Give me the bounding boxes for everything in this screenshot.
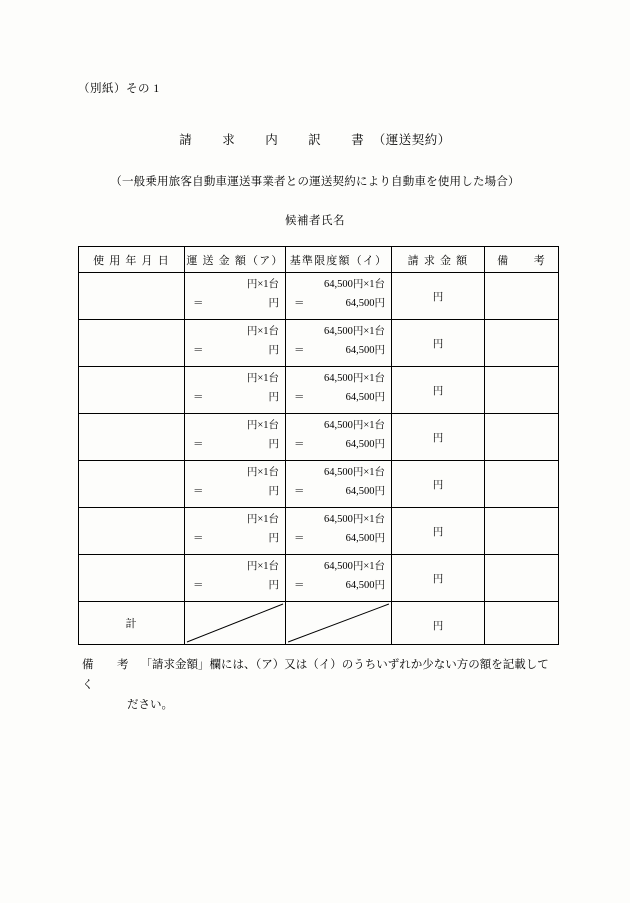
fare-line1: 円×1台 (246, 373, 279, 384)
page-title-main: 請 求 内 訳 書 (179, 133, 373, 147)
fare-equals: ＝ (193, 392, 204, 403)
column-header-date: 使 用 年 月 日 (79, 247, 185, 273)
cell-limit (286, 367, 392, 414)
cell-fare[interactable] (185, 555, 286, 602)
fare-cell-content (185, 320, 285, 366)
cell-date[interactable] (79, 273, 185, 320)
limit-line2: 64,500円 (345, 345, 385, 356)
limit-line2: 64,500円 (345, 580, 385, 591)
cell-date[interactable] (79, 320, 185, 367)
cell-date[interactable] (79, 508, 185, 555)
limit-line1: 64,500円×1台 (323, 561, 385, 572)
cell-note[interactable] (485, 320, 559, 367)
claim-yen: 円 (432, 339, 444, 350)
limit-equals: ＝ (294, 392, 305, 403)
limit-line1: 64,500円×1台 (323, 279, 385, 290)
claim-yen: 円 (432, 433, 444, 444)
cell-claim[interactable] (392, 555, 485, 602)
cell-date[interactable] (79, 555, 185, 602)
cell-claim[interactable] (392, 414, 485, 461)
claim-cell-content (392, 414, 484, 460)
claim-cell-content (392, 461, 484, 507)
fare-equals: ＝ (193, 439, 204, 450)
fare-equals: ＝ (193, 345, 204, 356)
page-title (0, 130, 630, 148)
page-title-suffix: （運送契約） (372, 133, 451, 147)
limit-line2: 64,500円 (345, 298, 385, 309)
total-label: 計 (125, 618, 138, 630)
total-label-cell (79, 602, 185, 645)
column-header-claim: 請 求 金 額 (392, 247, 485, 273)
fare-line2: 円 (268, 580, 279, 591)
limit-line2: 64,500円 (345, 533, 385, 544)
limit-line2: 64,500円 (345, 392, 385, 403)
table-row (79, 367, 559, 414)
column-header-limit: 基準限度額（イ） (286, 247, 392, 273)
fare-line1: 円×1台 (246, 561, 279, 572)
page-subtitle: （一般乗用旅客自動車運送事業者との運送契約により自動車を使用した場合） (110, 176, 520, 188)
table-row (79, 273, 559, 320)
fare-cell-content (185, 273, 285, 319)
fare-equals: ＝ (193, 486, 204, 497)
fare-cell-content (185, 367, 285, 413)
diagonal-strike-fare (185, 602, 285, 644)
limit-equals: ＝ (294, 533, 305, 544)
cell-fare[interactable] (185, 273, 286, 320)
diagonal-strike-limit (286, 602, 391, 644)
limit-cell-content (286, 508, 391, 554)
claim-yen: 円 (432, 292, 444, 303)
cell-fare[interactable] (185, 367, 286, 414)
footnote-label: 備 考 (82, 659, 135, 671)
limit-cell-content (286, 414, 391, 460)
claim-yen: 円 (432, 574, 444, 585)
fare-equals: ＝ (193, 580, 204, 591)
limit-equals: ＝ (294, 486, 305, 497)
cell-note[interactable] (485, 273, 559, 320)
claim-cell-content (392, 320, 484, 366)
cell-fare[interactable] (185, 508, 286, 555)
footnote-line2: ださい。 (127, 699, 173, 712)
fare-line1: 円×1台 (246, 514, 279, 525)
fare-line2: 円 (268, 439, 279, 450)
cell-note[interactable] (485, 508, 559, 555)
total-claim-content (392, 602, 484, 644)
cell-claim[interactable] (392, 508, 485, 555)
limit-cell-content (286, 273, 391, 319)
cell-fare[interactable] (185, 414, 286, 461)
limit-cell-content (286, 461, 391, 507)
limit-line2: 64,500円 (345, 486, 385, 497)
fare-line2: 円 (268, 392, 279, 403)
cell-note[interactable] (485, 414, 559, 461)
total-claim-cell[interactable] (392, 602, 485, 645)
limit-line1: 64,500円×1台 (323, 373, 385, 384)
cell-claim[interactable] (392, 320, 485, 367)
table-row (79, 461, 559, 508)
column-header-fare: 運 送 金 額（ア） (185, 247, 286, 273)
cell-limit (286, 320, 392, 367)
fare-cell-content (185, 508, 285, 554)
cell-limit (286, 273, 392, 320)
table-total-row (79, 602, 559, 645)
limit-cell-content (286, 555, 391, 601)
total-note-cell[interactable] (485, 602, 559, 645)
cell-claim[interactable] (392, 461, 485, 508)
cell-note[interactable] (485, 367, 559, 414)
fare-cell-content (185, 414, 285, 460)
claim-yen: 円 (432, 480, 444, 491)
fare-line2: 円 (268, 345, 279, 356)
claim-cell-content (392, 367, 484, 413)
claim-cell-content (392, 555, 484, 601)
fare-cell-content (185, 555, 285, 601)
cell-date[interactable] (79, 461, 185, 508)
cell-note[interactable] (485, 461, 559, 508)
footnote-line1: 「請求金額」欄には、（ア）又は（イ）のうちいずれか少ない方の額を記載してく (82, 659, 549, 692)
cell-limit (286, 555, 392, 602)
table-row (79, 414, 559, 461)
limit-line1: 64,500円×1台 (323, 514, 385, 525)
cell-note[interactable] (485, 555, 559, 602)
fare-line2: 円 (268, 298, 279, 309)
total-limit-cell (286, 602, 392, 645)
fare-line1: 円×1台 (246, 279, 279, 290)
limit-line1: 64,500円×1台 (323, 467, 385, 478)
cell-date[interactable] (79, 414, 185, 461)
table-header-row (79, 247, 559, 273)
cell-fare[interactable] (185, 461, 286, 508)
diagonal-line-icon (185, 602, 285, 644)
limit-equals: ＝ (294, 439, 305, 450)
limit-equals: ＝ (294, 580, 305, 591)
diagonal-line-icon (286, 602, 391, 644)
limit-line1: 64,500円×1台 (323, 326, 385, 337)
cell-date[interactable] (79, 367, 185, 414)
cell-fare[interactable] (185, 320, 286, 367)
limit-equals: ＝ (294, 298, 305, 309)
claim-yen: 円 (432, 527, 444, 538)
fare-line2: 円 (268, 533, 279, 544)
limit-cell-content (286, 367, 391, 413)
cell-claim[interactable] (392, 273, 485, 320)
cell-claim[interactable] (392, 367, 485, 414)
claim-cell-content (392, 508, 484, 554)
fare-line1: 円×1台 (246, 420, 279, 431)
fare-equals: ＝ (193, 533, 204, 544)
candidate-name-label: 候補者氏名 (285, 215, 345, 227)
cell-limit (286, 414, 392, 461)
limit-line1: 64,500円×1台 (323, 420, 385, 431)
claim-cell-content (392, 273, 484, 319)
attachment-label: （別紙）その 1 (78, 83, 160, 95)
fare-equals: ＝ (193, 298, 204, 309)
cell-limit (286, 508, 392, 555)
cell-limit (286, 461, 392, 508)
limit-equals: ＝ (294, 345, 305, 356)
fare-line2: 円 (268, 486, 279, 497)
footnote (82, 655, 552, 715)
claim-breakdown-table (78, 246, 559, 645)
claim-yen: 円 (432, 386, 444, 397)
fare-cell-content (185, 461, 285, 507)
limit-line2: 64,500円 (345, 439, 385, 450)
total-fare-cell (185, 602, 286, 645)
total-claim-yen: 円 (432, 621, 444, 632)
column-header-note: 備 考 (485, 247, 559, 273)
table-row (79, 508, 559, 555)
table-row (79, 320, 559, 367)
fare-line1: 円×1台 (246, 326, 279, 337)
table-row (79, 555, 559, 602)
limit-cell-content (286, 320, 391, 366)
fare-line1: 円×1台 (246, 467, 279, 478)
